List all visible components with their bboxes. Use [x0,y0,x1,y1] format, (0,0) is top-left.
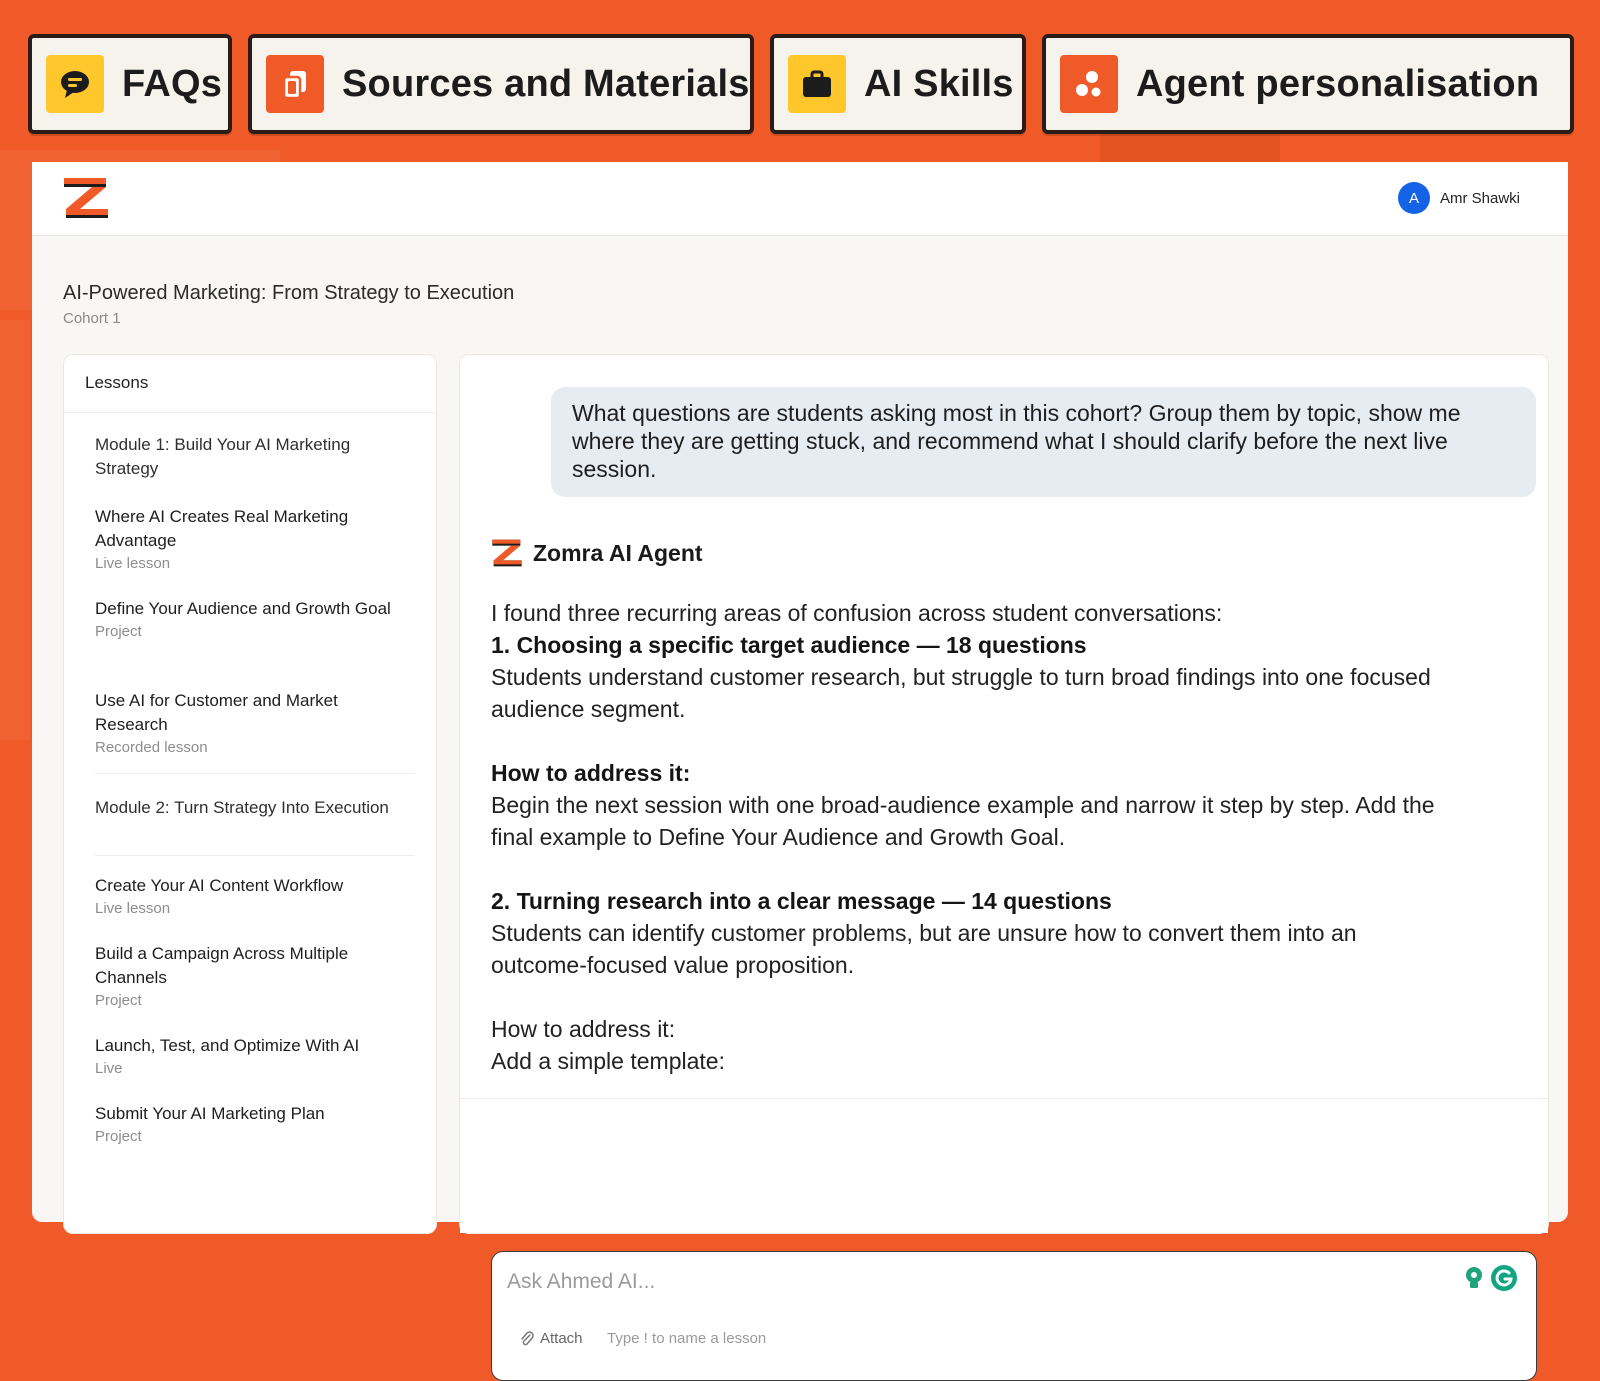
documents-icon [266,55,324,113]
agent-name: Zomra AI Agent [533,539,703,566]
feature-tab-agent-personalisation[interactable] [1042,34,1574,134]
lesson-type: Recorded lesson [95,739,208,756]
feature-tab-label: Agent personalisation [1136,62,1540,105]
lesson-item[interactable] [95,689,405,759]
address-heading: How to address it: [491,760,691,786]
cohort-label: Cohort 1 [63,310,121,327]
paperclip-icon [520,1331,534,1347]
agent-intro: I found three recurring areas of confusion across student conversations: [491,600,1223,626]
dots-cluster-icon [1060,55,1118,113]
chat-composer[interactable] [491,1251,1537,1381]
lesson-title: Launch, Test, and Optimize With AI [95,1036,360,1055]
topic-heading: 2. Turning research into a clear message — 14 questions [491,888,1112,914]
lesson-item[interactable] [95,505,405,575]
attach-button[interactable] [520,1330,583,1347]
lesson-title: Use AI for Customer and Market Research [95,691,338,734]
zomra-logo-icon[interactable] [62,176,110,225]
agent-response [491,597,1451,1077]
user-message: What questions are students asking most in this cohort? Group them by topic, show me where they are getting stuck, and recommend what I should clarify before the next live session. [551,387,1536,497]
attach-label: Attach [540,1330,583,1347]
topic-text: Students understand customer research, but struggle to turn broad findings into one focused audience segment. [491,664,1431,722]
background-tile [0,320,30,740]
lesson-item[interactable] [95,1034,405,1080]
lessons-panel [63,354,437,1234]
app-header [32,162,1568,236]
composer-icons [1464,1264,1518,1292]
lesson-item[interactable] [95,874,405,920]
grammarly-icon[interactable] [1490,1264,1518,1292]
lesson-type: Live lesson [95,900,171,917]
avatar: A [1398,182,1430,214]
chat-panel [459,354,1549,1347]
chat-input[interactable] [507,1270,1407,1294]
app-window [32,162,1568,1347]
user-menu[interactable] [1398,182,1520,214]
briefcase-icon [788,55,846,113]
topic-heading: 1. Choosing a specific target audience — 18 questions [491,632,1087,658]
lesson-type: Live lesson [95,555,171,572]
lesson-type: Project [95,992,142,1009]
lesson-title: Where AI Creates Real Marketing Advantage [95,507,349,550]
module-divider [95,855,415,856]
lesson-item[interactable] [95,597,405,643]
address-heading: How to address it: [491,1016,676,1042]
lesson-item[interactable] [95,1102,405,1148]
feature-tab-label: Sources and Materials [342,62,750,105]
address-text: Add a simple template: [491,1048,725,1074]
module-title[interactable]: Module 2: Turn Strategy Into Execution [95,798,389,817]
lightbulb-icon[interactable] [1464,1266,1484,1290]
page-title: AI-Powered Marketing: From Strategy to Execution [63,282,515,304]
feature-tab-sources[interactable] [248,34,754,134]
lesson-title: Build a Campaign Across Multiple Channels [95,944,349,987]
lessons-heading: Lessons [64,355,436,413]
composer-hint: Type ! to name a lesson [607,1330,767,1347]
lesson-type: Live [95,1060,123,1077]
speech-bubble-icon [46,55,104,113]
agent-header [491,537,703,569]
lesson-item[interactable] [95,942,405,1012]
feature-tab-label: FAQs [122,62,223,105]
composer-area [460,1098,1548,1233]
lesson-title: Submit Your AI Marketing Plan [95,1104,325,1123]
address-text: Begin the next session with one broad-audience example and narrow it step by step. Add the final example to Define Your Audience and Growth Goal. [491,792,1435,850]
lesson-type: Project [95,623,142,640]
feature-tab-faqs[interactable] [28,34,232,134]
lesson-title: Define Your Audience and Growth Goal [95,599,391,618]
lesson-type: Project [95,1128,142,1145]
feature-tab-ai-skills[interactable] [770,34,1026,134]
module-divider [95,773,415,774]
module-title[interactable]: Module 1: Build Your AI Marketing Strategy [95,435,351,478]
zomra-agent-icon [491,537,523,569]
user-name: Amr Shawki [1439,189,1520,207]
lesson-title: Create Your AI Content Workflow [95,876,344,895]
feature-tab-label: AI Skills [864,62,1014,105]
topic-text: Students can identify customer problems, but are unsure how to convert them into an outcome-focused value proposition. [491,920,1357,978]
